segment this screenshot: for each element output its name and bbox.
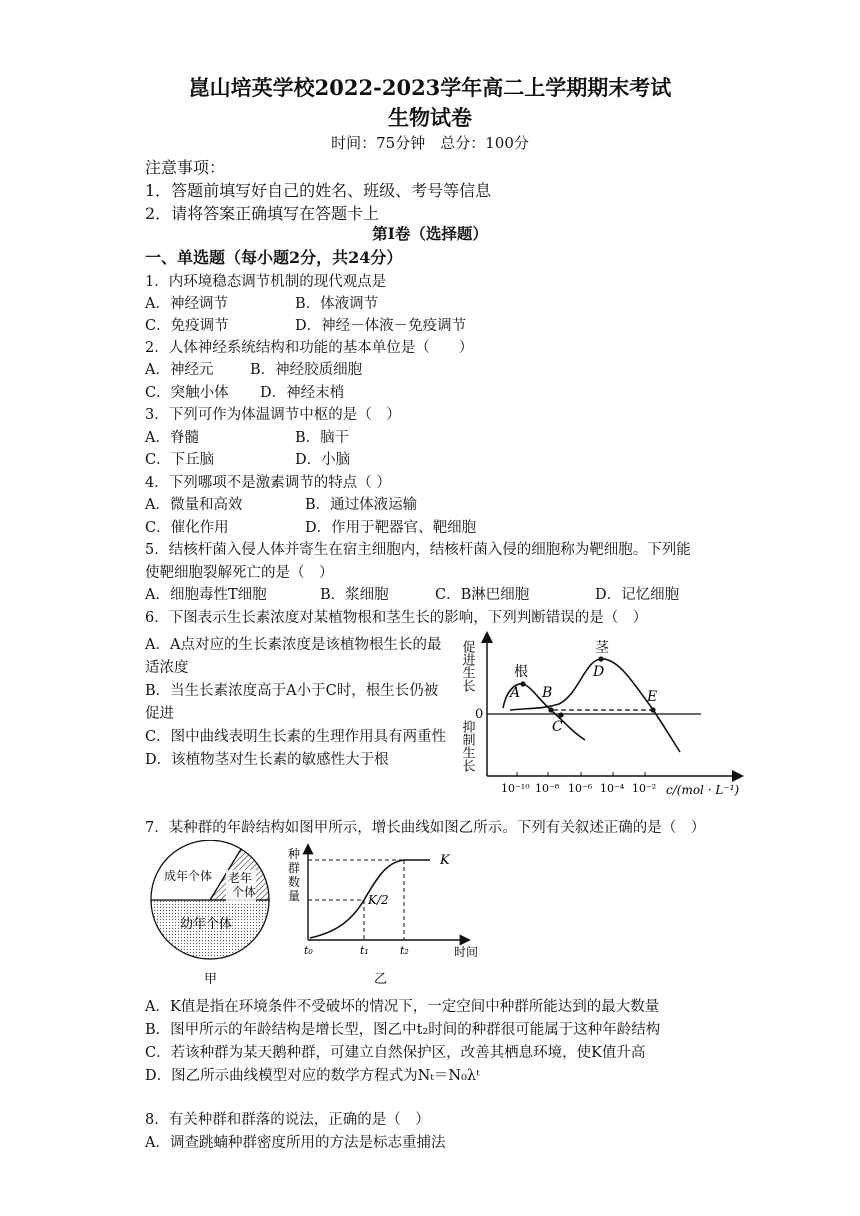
option-d: D．图乙所示曲线模型对应的数学方程式为Nₜ＝N₀λᵗ	[145, 1068, 480, 1084]
label-a: A	[510, 685, 521, 701]
option-b: B．神经胶质细胞	[250, 362, 363, 378]
y-label-inhibit: 抑制生长	[459, 720, 475, 772]
question-stem: 1．内环境稳态调节机制的现代观点是	[145, 274, 387, 290]
option-b-cont: 促进	[145, 706, 174, 722]
t2-label: t₂	[400, 944, 409, 957]
tick-label: 10⁻⁴	[600, 782, 625, 795]
option-a-cont: 适浓度	[145, 660, 189, 676]
young-label: 幼年个体	[180, 917, 233, 932]
figure-caption-b: 乙	[374, 972, 388, 987]
exam-time: 时间：75分钟 总分：100分	[331, 134, 529, 152]
option-d: D．作用于靶器官、靶细胞	[305, 520, 477, 536]
label-b: B	[542, 685, 553, 701]
option-d: D．记忆细胞	[595, 587, 680, 603]
section-title: 一、单选题（每小题2分，共24分）	[145, 248, 403, 267]
option-c: C．下丘脑	[145, 452, 215, 468]
old-label-cont: 个体	[232, 885, 257, 899]
khalf-label: K/2	[368, 893, 389, 907]
option-a: A．脊髓	[145, 430, 199, 446]
auxin-effect-figure	[435, 628, 745, 803]
option-a: A．神经元	[145, 362, 214, 378]
point-d	[598, 656, 603, 661]
adult-label: 成年个体	[164, 869, 213, 883]
option-b: B．当生长素浓度高于A小于C时，根生长仍被	[145, 683, 439, 699]
point-a	[520, 681, 525, 686]
option-b: B．脑干	[295, 430, 350, 446]
option-a: A．调查跳蝻种群密度所用的方法是标志重捕法	[145, 1135, 446, 1151]
t0-label: t₀	[304, 944, 313, 957]
exam-subtitle: 生物试卷	[388, 105, 472, 130]
point-c	[558, 712, 563, 717]
tick-label: 10⁻⁶	[568, 782, 593, 795]
question-stem-cont: 使靶细胞裂解死亡的是（ ）	[145, 565, 334, 581]
option-d: D．神经－体液－免疫调节	[295, 318, 467, 334]
zero-label: 0	[475, 707, 484, 722]
t1-label: t₁	[360, 944, 369, 957]
y-label-char: 数	[288, 875, 301, 889]
label-c: C	[552, 719, 563, 735]
y-label-char: 群	[288, 861, 301, 875]
option-b: B．图甲所示的年龄结构是增长型，图乙中t₂时间的种群很可能属于这种年龄结构	[145, 1022, 661, 1038]
option-d: D．神经末梢	[260, 385, 345, 401]
question-stem: 4．下列哪项不是激素调节的特点（ ）	[145, 475, 391, 491]
option-a: A．A点对应的生长素浓度是该植物根生长的最	[145, 637, 442, 653]
question-stem: 3．下列可作为体温调节中枢的是（ ）	[145, 407, 401, 423]
question-stem: 6．下图表示生长素浓度对某植物根和茎生长的影响，下列判断错误的是（ ）	[145, 610, 648, 626]
option-d: D．该植物茎对生长素的敏感性大于根	[145, 752, 389, 768]
point-b	[548, 707, 553, 712]
option-b: B．体液调节	[295, 296, 379, 312]
option-c: C．图中曲线表明生长素的生理作用具有两重性	[145, 729, 447, 745]
y-label-char: 种	[288, 847, 301, 861]
y-label-promote: 促进生长	[459, 640, 475, 692]
root-label: 根	[514, 664, 528, 680]
option-a: A．神经调节	[145, 296, 228, 312]
option-c: C．B淋巴细胞	[435, 587, 530, 603]
option-a: A．细胞毒性T细胞	[145, 587, 267, 603]
x-axis-label: 时间	[454, 945, 479, 959]
option-c: C．免疫调节	[145, 318, 229, 334]
exam-title: 崑山培英学校2022-2023学年高二上学期期末考试	[188, 75, 672, 100]
x-axis-unit: c/(mol · L⁻¹)	[666, 783, 740, 797]
question-stem: 7．某种群的年龄结构如图甲所示，增长曲线如图乙所示。下列有关叙述正确的是（ ）	[145, 820, 706, 836]
age-structure-pie	[150, 840, 270, 990]
s-growth-curve	[282, 840, 492, 990]
stem-label: 茎	[595, 640, 609, 656]
figure-caption-a: 甲	[204, 972, 218, 987]
old-label: 老年	[228, 871, 253, 885]
tick-label: 10⁻¹⁰	[501, 782, 530, 795]
question-stem: 2．人体神经系统结构和功能的基本单位是（ ）	[145, 340, 474, 356]
note-item: 2．请将答案正确填写在答题卡上	[145, 204, 380, 223]
option-a: A．K值是指在环境条件不受破坏的情况下，一定空间中种群所能达到的最大数量	[145, 999, 660, 1015]
option-c: C．突触小体	[145, 385, 229, 401]
option-d: D．小脑	[295, 452, 351, 468]
option-b: B．浆细胞	[320, 587, 389, 603]
question-stem: 8．有关种群和群落的说法，正确的是（ ）	[145, 1112, 430, 1128]
option-c: C．催化作用	[145, 520, 229, 536]
label-d: D	[593, 664, 605, 680]
tick-label: 10⁻⁸	[535, 782, 560, 795]
k-label: K	[440, 853, 450, 868]
y-label-char: 量	[288, 889, 301, 903]
question-stem: 5．结核杆菌入侵人体并寄生在宿主细胞内，结核杆菌入侵的细胞称为靶细胞。下列能	[145, 542, 691, 558]
option-b: B．通过体液运输	[305, 497, 418, 513]
option-c: C．若该种群为某天鹅种群，可建立自然保护区，改善其栖息环境，使K值升高	[145, 1045, 646, 1061]
note-item: 1．答题前填写好自己的姓名、班级、考号等信息	[145, 181, 492, 200]
label-e: E	[647, 689, 658, 705]
notes-heading: 注意事项：	[145, 158, 226, 177]
part-title: 第Ⅰ卷（选择题）	[372, 224, 488, 243]
point-e	[650, 707, 655, 712]
option-a: A．微量和高效	[145, 497, 243, 513]
tick-label: 10⁻²	[632, 782, 657, 795]
